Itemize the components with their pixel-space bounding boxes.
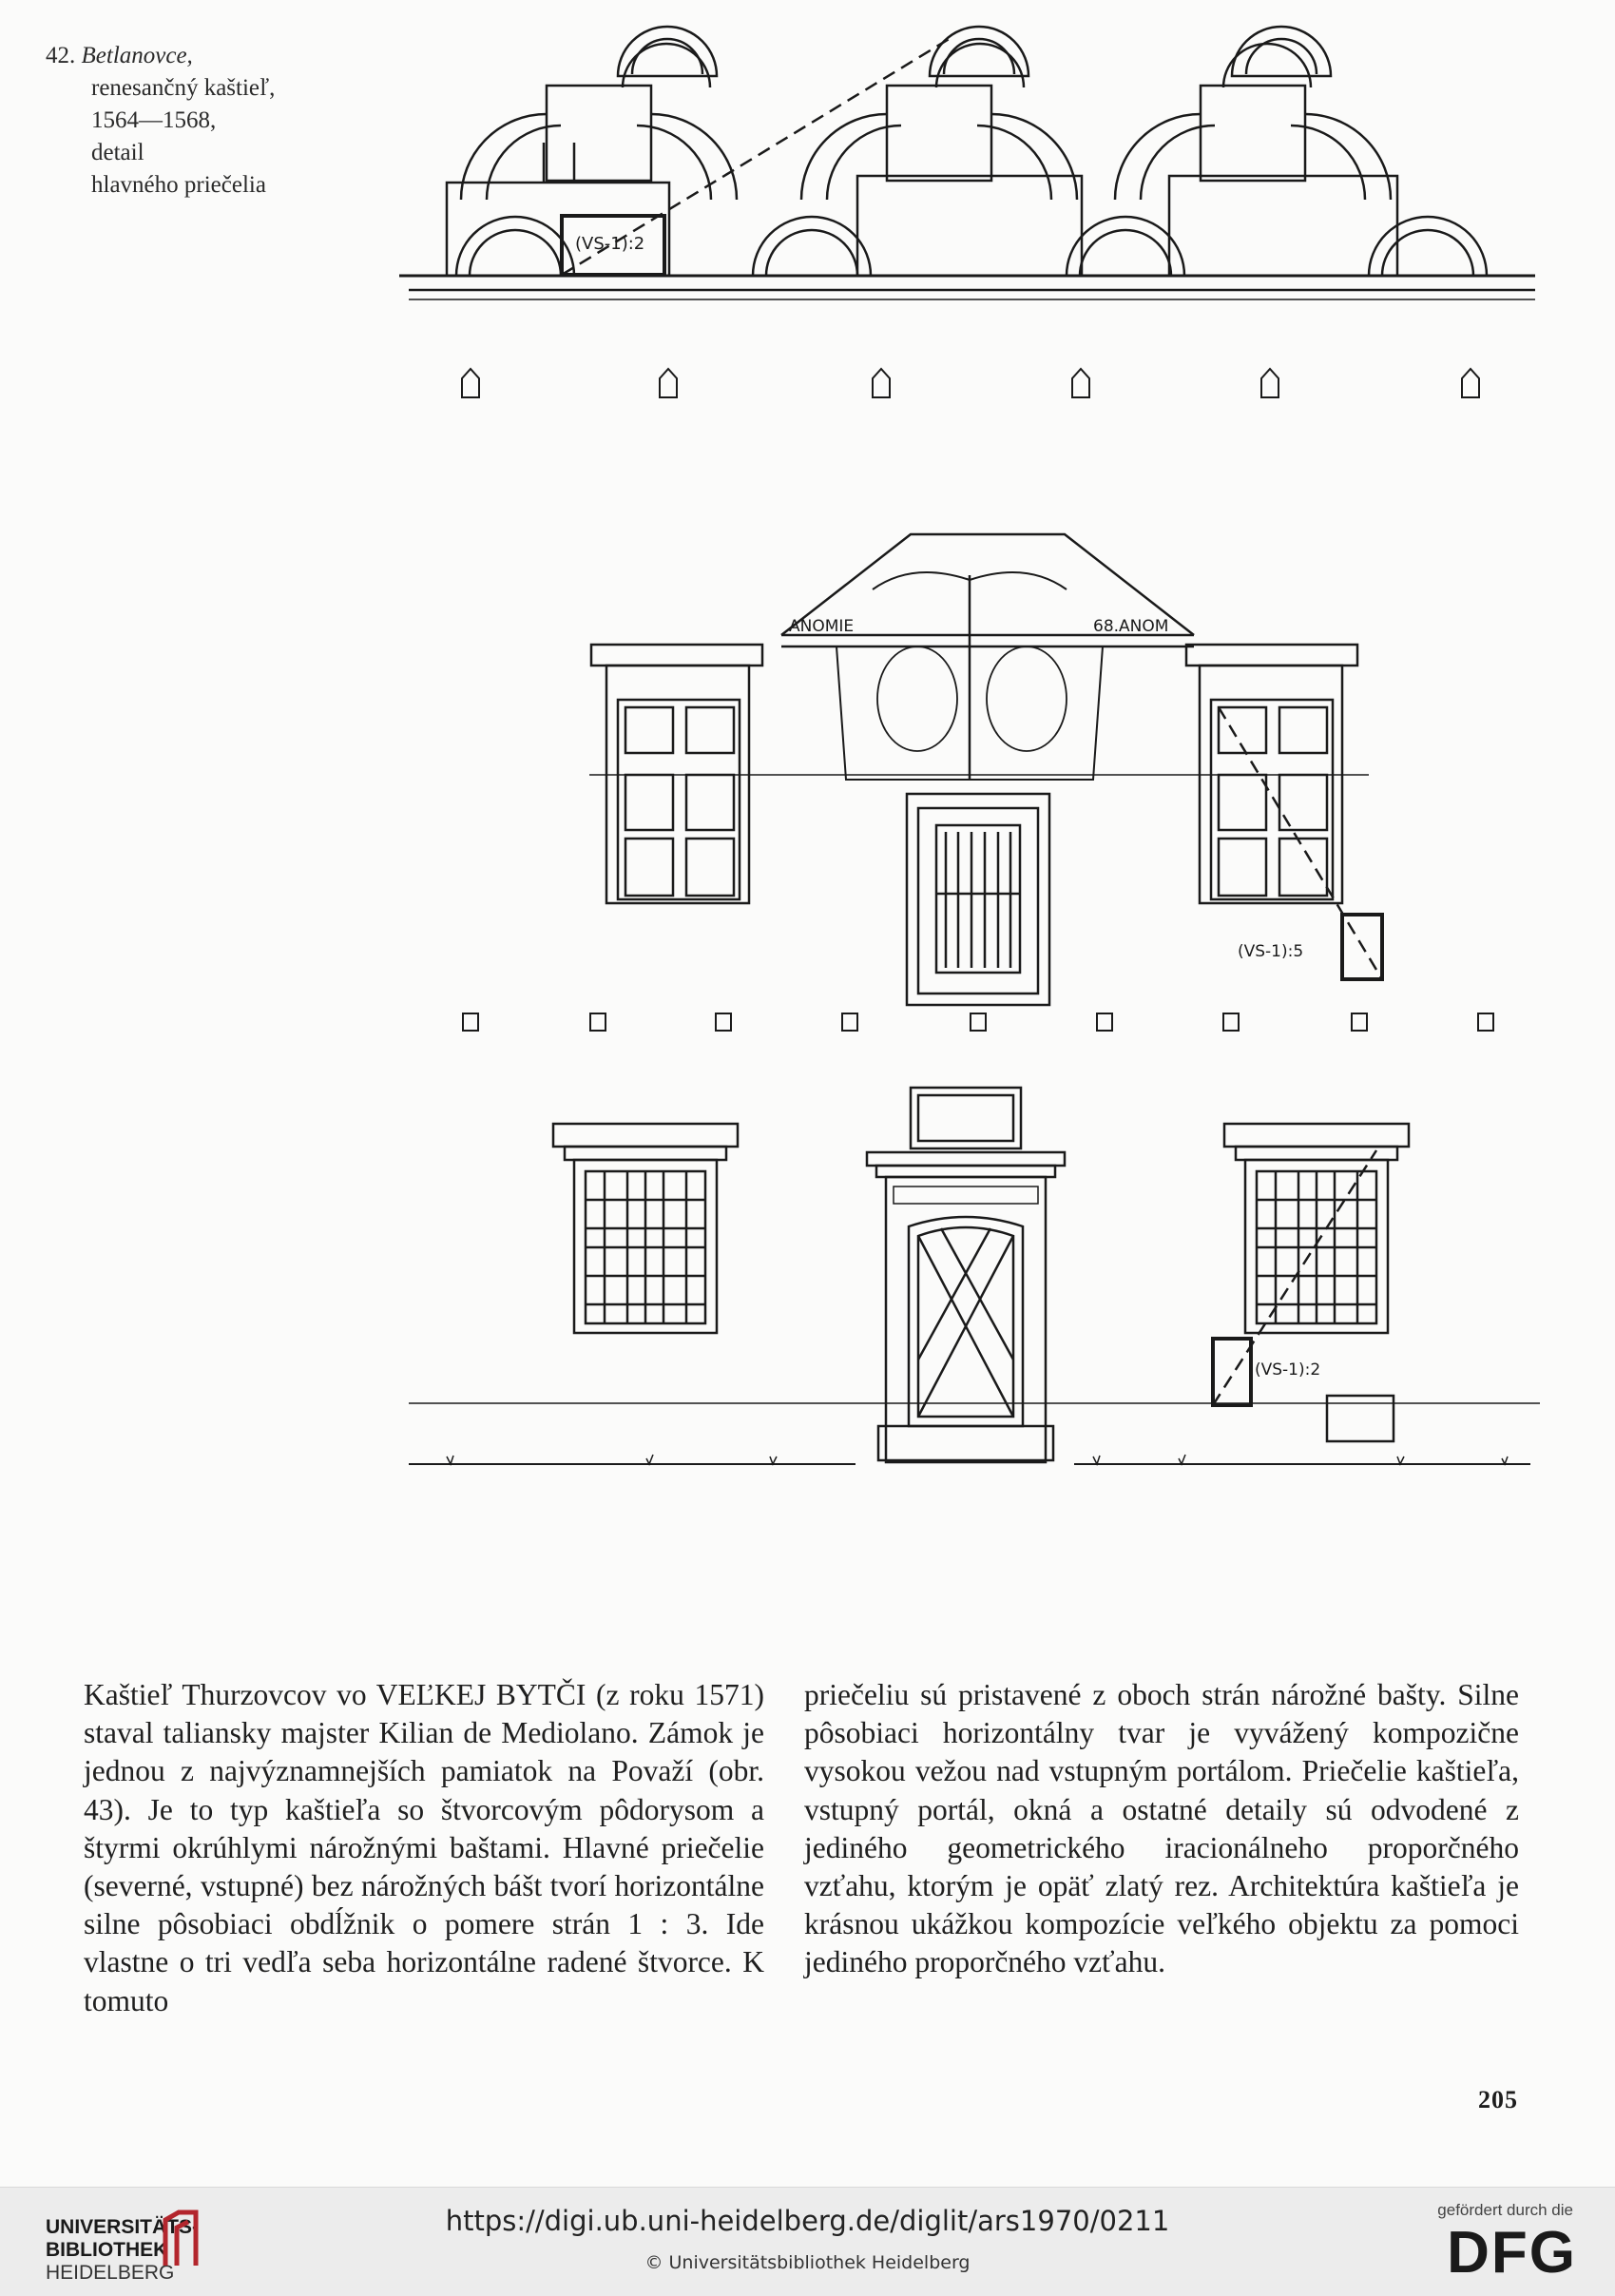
caption-line: renesančný kaštieľ,	[91, 75, 276, 101]
ratio-label-bottom: (VS-1):2	[1255, 1360, 1321, 1380]
body-text-left-column	[84, 1676, 764, 2020]
ground-floor-elevation	[409, 1088, 1540, 1464]
attic-gable-detail	[399, 27, 1535, 299]
permalink-url[interactable]: https://digi.ub.uni-heidelberg.de/diglit/ars1970/0211	[445, 2205, 1170, 2237]
copyright-notice: © Universitätsbibliothek Heidelberg	[644, 2252, 971, 2273]
viewer-footer	[0, 2187, 1615, 2296]
inscription-left: ANOMIE	[789, 617, 855, 636]
caption-number: 42.	[46, 43, 76, 68]
dfg-logo[interactable]: DFG	[1447, 2220, 1577, 2286]
paragraph: priečeliu sú pristavené z oboch strán nárožné bašty. Silne pôsobiaci horizontálny tvar je vyvážený kompozične vysokou vežou nad vstupným portálom. Priečelie kaštieľa, vstupný portál, okná a ostatné detaily sú odvodené z jediného geometrického iracionálneho proporčného vzťahu, ktorým je opäť zlatý rez. Architektúra kaštieľa je krásnou ukážkou kompozície veľkého objektu za pomoci jediného proporčného vzťahu.	[804, 1678, 1519, 1979]
caption-line: detail	[91, 140, 144, 165]
caption-line: 1564—1568,	[91, 107, 217, 133]
library-name-line: BIBLIOTHEK	[46, 2239, 168, 2261]
ratio-label-middle: (VS-1):5	[1238, 942, 1304, 961]
inscription-right: 68.ANOM	[1093, 617, 1169, 636]
caption-line: hlavného priečelia	[91, 172, 266, 198]
ratio-label-top: (VS-1):2	[575, 234, 645, 254]
paragraph: Kaštieľ Thurzovcov vo VEĽKEJ BYTČI (z roku 1571) staval taliansky majster Kilian de Mediolano. Zámok je jednou z najvýznamnejších pamiatok na Považí (obr. 43). Je to typ kaštieľa so štvorcovým pôdorysom a štyrmi okrúhlymi nárožnými baštami. Hlavné priečelie (severné, vstupné) bez nárožných bášt tvorí horizontálne silne pôsobiaci obdĺžnik o pomere strán 1 : 3. Ide vlastne o tri vedľa seba horizontálne radené štvorce. K tomuto	[84, 1678, 764, 2017]
page-number: 205	[1478, 2086, 1518, 2113]
library-name-line: UNIVERSITÄTS-	[46, 2216, 200, 2238]
caption-place: Betlanovce,	[81, 43, 193, 68]
body-text-right-column	[804, 1676, 1519, 1982]
scale-markers-square	[463, 1013, 1493, 1031]
library-name-line: HEIDELBERG	[46, 2262, 175, 2284]
funding-note: gefördert durch die	[1437, 2201, 1573, 2219]
scale-markers-pentagon	[462, 369, 1479, 397]
upper-floor-elevation	[589, 534, 1382, 1005]
